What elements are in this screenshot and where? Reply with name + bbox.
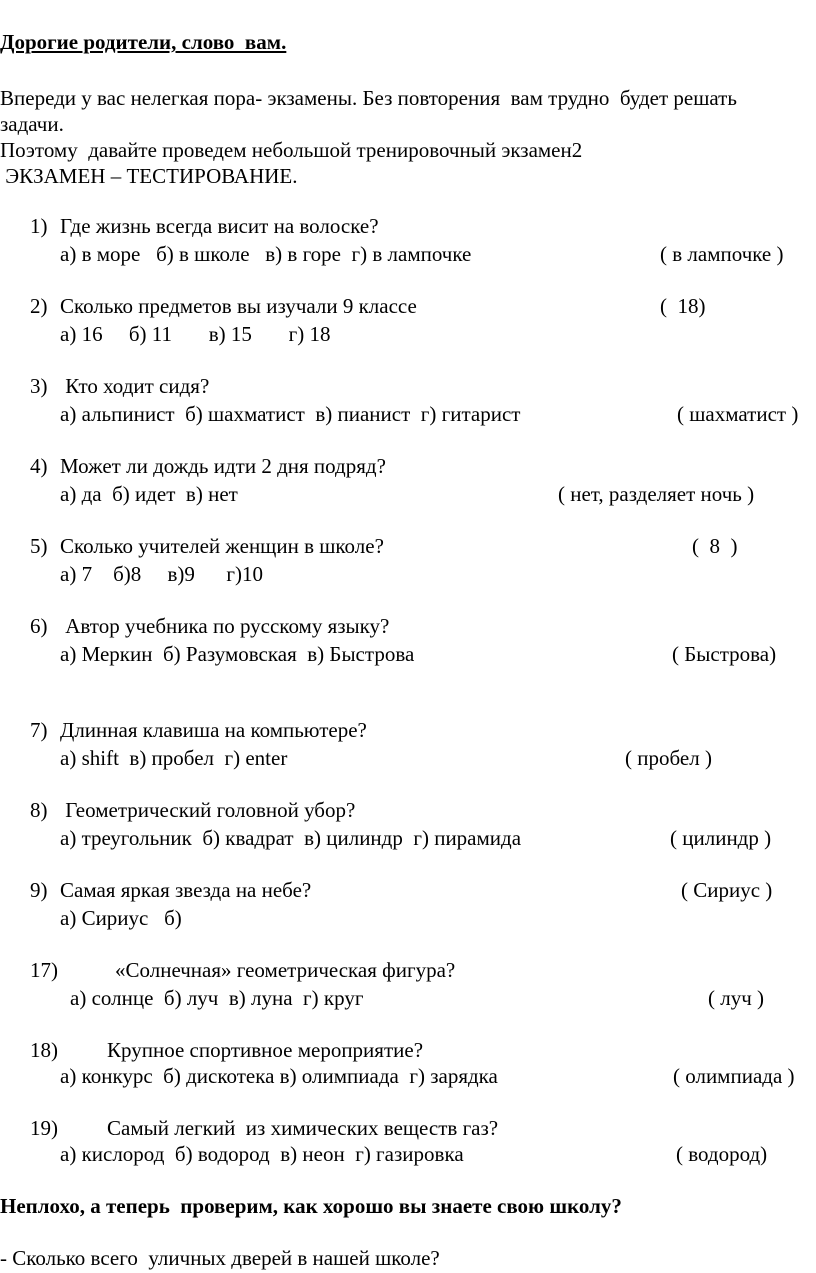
greeting-heading: Дорогие родители, слово вам. [0,30,287,54]
question-text: «Солнечная» геометрическая фигура? [115,958,456,982]
school-question: - Сколько всего уличных дверей в нашей школе? [0,1246,440,1270]
question-number: 17) [30,958,58,982]
question-text: Сколько предметов вы изучали 9 классе [60,294,417,318]
question-text: Геометрический головной убор? [60,798,356,822]
question-text: Самая яркая звезда на небе? [60,878,312,902]
question-text: Крупное спортивное мероприятие? [107,1038,424,1062]
question-text: Сколько учителей женщин в школе? [60,534,384,558]
question-answer: ( шахматист ) [677,402,799,426]
question-text: Кто ходит сидя? [60,374,210,398]
question-options: а) солнце б) луч в) луна г) круг [70,986,364,1010]
question-number: 9) [30,878,48,902]
section-heading-school: Неплохо, а теперь проверим, как хорошо вы знаете свою школу? [0,1194,622,1218]
question-answer: ( 8 ) [692,534,738,558]
question-options: а) 16 б) 11 в) 15 г) 18 [60,322,331,346]
question-options: а) да б) идет в) нет [60,482,238,506]
question-number: 5) [30,534,48,558]
question-text: Длинная клавиша на компьютере? [60,718,367,742]
question-number: 8) [30,798,48,822]
question-options: а) Сириус б) [60,906,182,930]
question-number: 6) [30,614,48,638]
question-number: 3) [30,374,48,398]
question-answer: ( олимпиада ) [673,1064,795,1088]
question-number: 7) [30,718,48,742]
question-text: Самый легкий из химических веществ газ? [107,1116,499,1140]
question-answer: ( нет, разделяет ночь ) [558,482,755,506]
question-options: а) 7 б)8 в)9 г)10 [60,562,264,586]
question-number: 19) [30,1116,58,1140]
question-answer: ( 18) [660,294,706,318]
question-options: а) альпинист б) шахматист в) пианист г) гитарист [60,402,521,426]
question-options: а) в море б) в школе в) в горе г) в лампочке [60,242,472,266]
exam-title: ЭКЗАМЕН – ТЕСТИРОВАНИЕ. [0,164,298,188]
question-text: Где жизнь всегда висит на волоске? [60,214,379,238]
question-options: а) shift в) пробел г) enter [60,746,288,770]
question-answer: ( в лампочке ) [660,242,784,266]
question-number: 1) [30,214,48,238]
question-answer: ( луч ) [708,986,765,1010]
intro-line-1: Впереди у вас нелегкая пора- экзамены. Без повторения вам трудно будет решать [0,86,737,110]
question-answer: ( Сириус ) [681,878,773,902]
question-number: 18) [30,1038,58,1062]
question-options: а) конкурс б) дискотека в) олимпиада г) зарядка [60,1064,498,1088]
question-answer: ( Быстрова) [672,642,777,666]
question-number: 2) [30,294,48,318]
question-answer: ( цилиндр ) [670,826,772,850]
question-options: а) Меркин б) Разумовская в) Быстрова [60,642,415,666]
question-text: Может ли дождь идти 2 дня подряд? [60,454,386,478]
question-options: а) треугольник б) квадрат в) цилиндр г) пирамида [60,826,522,850]
question-number: 4) [30,454,48,478]
question-options: а) кислород б) водород в) неон г) газировка [60,1142,464,1166]
question-answer: ( пробел ) [625,746,712,770]
intro-line-2: задачи. [0,112,64,136]
intro-line-3: Поэтому давайте проведем небольшой тренировочный экзамен2 [0,138,583,162]
question-text: Автор учебника по русскому языку? [60,614,390,638]
question-answer: ( водород) [676,1142,768,1166]
